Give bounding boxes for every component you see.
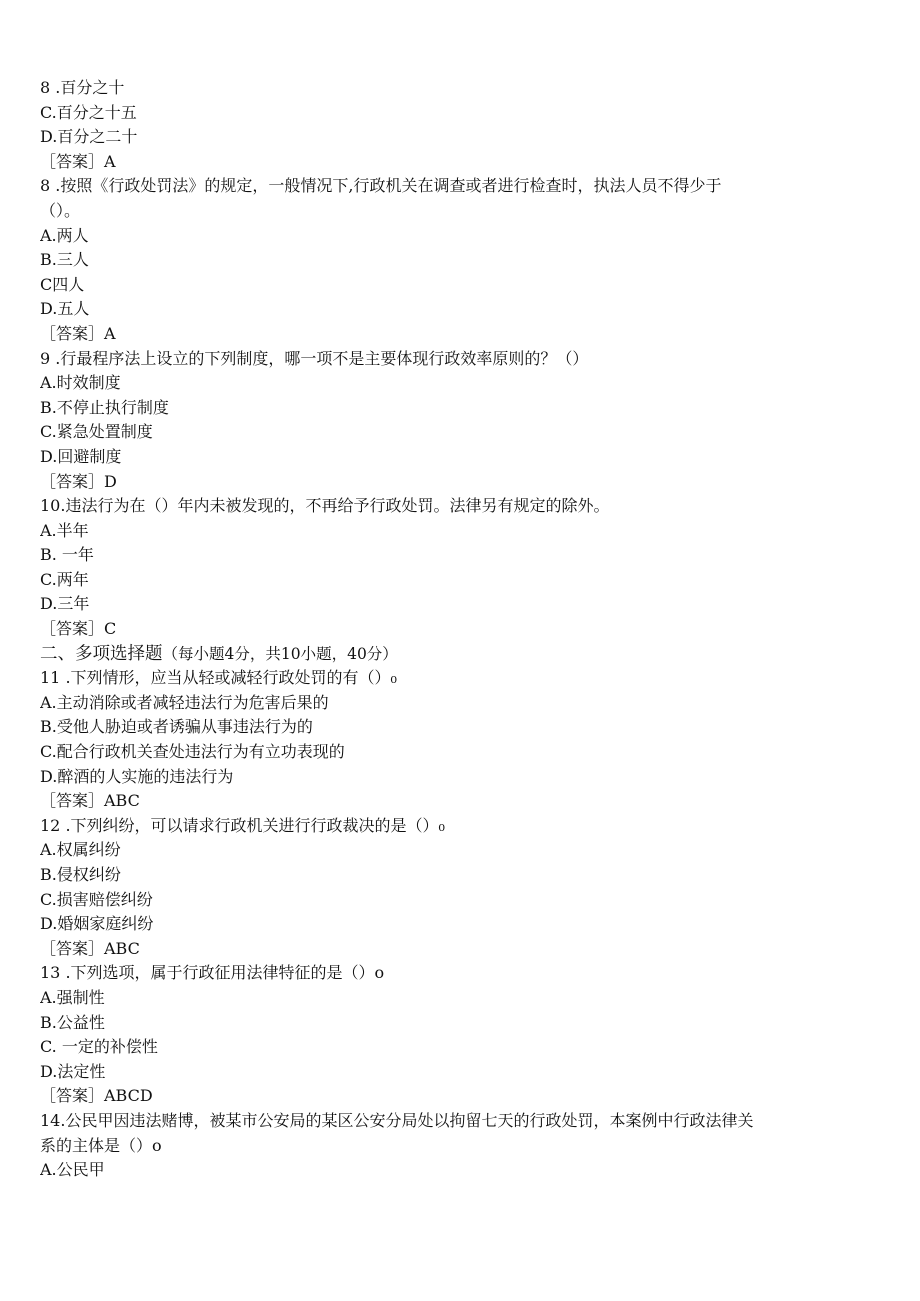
line-text: 10.违法行为在（）年内未被发现的，不再给予行政处罚。法律另有规定的除外。 (40, 496, 610, 516)
line-text: A.主动消除或者减轻违法行为危害后果的 (40, 692, 329, 712)
line-text: ［答案］A (40, 323, 116, 343)
option-line (40, 248, 880, 273)
line-text: 系的主体是（）o (40, 1135, 162, 1155)
answer-line (40, 937, 880, 962)
line-text: 9 .行最程序法上设立的下列制度，哪一项不是主要体现行政效率原则的？（） (40, 348, 589, 368)
line-text: D.三年 (40, 594, 90, 614)
option-line (40, 986, 880, 1011)
option-line (40, 1035, 880, 1060)
answer-line (40, 617, 880, 642)
line-text: D.百分之二十 (40, 127, 138, 147)
line-text: 8 .百分之十 (40, 78, 125, 97)
option-line (40, 592, 880, 617)
option-line (40, 273, 880, 298)
question-line (40, 1109, 880, 1134)
line-text: A.权属纠纷 (40, 840, 121, 860)
line-text: A.强制性 (40, 987, 105, 1007)
line-text: ［答案］C (40, 619, 117, 639)
question-line (40, 814, 880, 839)
line-text: ［答案］D (40, 471, 117, 491)
option-line (40, 715, 880, 740)
section-subtitle: （每小题4分，共10小题，40分） (162, 644, 398, 663)
line-text: B. 一年 (40, 545, 94, 565)
option-line (40, 125, 880, 150)
line-text: D.法定性 (40, 1061, 106, 1081)
line-text: A.公民甲 (40, 1160, 105, 1180)
line-text: 13 .下列选项，属于行政征用法律特征的是（）o (40, 963, 385, 983)
option-line (40, 568, 880, 593)
line-text: C.紧急处置制度 (40, 422, 153, 442)
option-line (40, 519, 880, 544)
line-text: 8 .按照《行政处罚法》的规定，一般情况下,行政机关在调查或者进行检查时，执法人员不得少于 (40, 176, 722, 196)
option-line (40, 224, 880, 249)
line-text: D.婚姻家庭纠纷 (40, 914, 154, 934)
line-text: B.三人 (40, 250, 89, 270)
option-line (40, 1060, 880, 1085)
option-line (40, 863, 880, 888)
line-text: ［答案］ABCD (40, 1086, 153, 1106)
option-line (40, 1158, 880, 1183)
question-line (40, 347, 880, 372)
option-line (40, 445, 880, 470)
option-line (40, 371, 880, 396)
line-text: A.半年 (40, 520, 89, 540)
line-text: C.两年 (40, 569, 89, 589)
answer-line (40, 150, 880, 175)
line-text: A.时效制度 (40, 373, 121, 393)
question-line (40, 174, 880, 199)
option-line (40, 101, 880, 126)
line-text: A.两人 (40, 225, 89, 245)
line-text: ［答案］ABC (40, 791, 140, 811)
option-line (40, 543, 880, 568)
option-line (40, 888, 880, 913)
option-line (40, 838, 880, 863)
question-line (40, 961, 880, 986)
question-line (40, 494, 880, 519)
line-text: C. 一定的补偿性 (40, 1037, 158, 1057)
question-list (40, 76, 880, 1183)
line-text: D.五人 (40, 299, 90, 319)
option-line (40, 691, 880, 716)
question-line (40, 1134, 880, 1159)
line-text: D.回避制度 (40, 446, 122, 466)
answer-line (40, 470, 880, 495)
option-line (40, 740, 880, 765)
line-text: B.侵权纠纷 (40, 865, 121, 884)
question-line (40, 199, 880, 224)
answer-line (40, 322, 880, 347)
question-line (40, 666, 880, 691)
option-line (40, 420, 880, 445)
line-text: 14.公民甲因违法赌博，被某市公安局的某区公安分局处以拘留七天的行政处罚，本案例中行政法律关 (40, 1110, 754, 1130)
line-text: ［答案］ABC (40, 938, 140, 958)
line-text: C.损害赔偿纠纷 (40, 889, 153, 909)
answer-line (40, 789, 880, 814)
line-text: C.百分之十五 (40, 102, 137, 122)
line-text: D.醉酒的人实施的违法行为 (40, 766, 234, 786)
line-text: 11 .下列情形，应当从轻或减轻行政处罚的有（）₀ (40, 668, 397, 688)
line-text: B.公益性 (40, 1012, 105, 1032)
line-text: C.配合行政机关查处违法行为有立功表现的 (40, 742, 345, 762)
line-text: 二、多项选择题 (40, 643, 163, 664)
option-line (40, 765, 880, 790)
option-line (40, 912, 880, 937)
answer-line (40, 1084, 880, 1109)
line-text: B.不停止执行制度 (40, 397, 169, 417)
line-text: ［答案］A (40, 151, 116, 171)
option-line (40, 396, 880, 421)
line-text: 12 .下列纠纷，可以请求行政机关进行行政裁决的是（）₀ (40, 815, 445, 835)
option-line (40, 297, 880, 322)
document-page (40, 76, 880, 1183)
line-text: B.受他人胁迫或者诱骗从事违法行为的 (40, 717, 313, 737)
line-text: C四人 (40, 274, 85, 294)
line-text: （）。 (40, 200, 81, 220)
section-heading (40, 642, 880, 667)
option-line (40, 76, 880, 101)
option-line (40, 1011, 880, 1036)
